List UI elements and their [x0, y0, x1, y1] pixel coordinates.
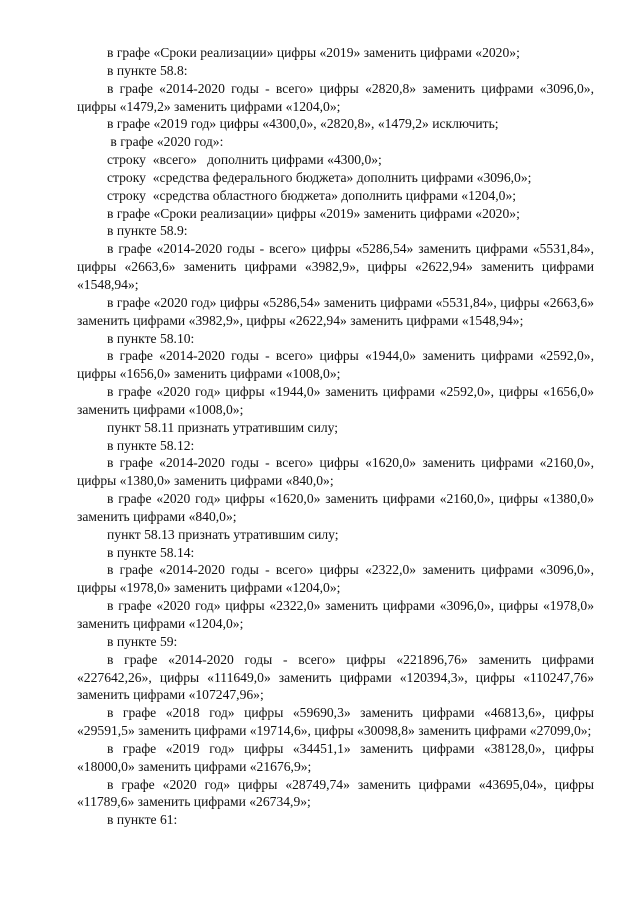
paragraph: в пункте 58.10:: [107, 330, 195, 346]
paragraph: в графе «2018 год» цифры «59690,3» заменить цифрами «46813,6», цифры «29591,5» заменить цифрами «19714,6», цифры «30098,8» заменить цифрами «27099,0»;: [77, 705, 598, 739]
paragraph: пункт 58.13 признать утратившим силу;: [107, 526, 339, 542]
paragraph: в графе «2020 год» цифры «28749,74» заменить цифрами «43695,04», цифры «11789,6» заменить цифрами «26734,9»;: [77, 776, 598, 810]
paragraph: в графе «Сроки реализации» цифры «2019» заменить цифрами «2020»;: [107, 45, 520, 60]
paragraph: строку «всего» дополнить цифрами «4300,0»;: [107, 152, 382, 168]
paragraph: в пункте 58.9:: [107, 223, 188, 239]
paragraph: в графе «2020 год» цифры «1944,0» заменить цифрами «2592,0», цифры «1656,0» заменить цифрами «1008,0»;: [77, 384, 598, 417]
paragraph: строку «средства областного бюджета» дополнить цифрами «1204,0»;: [107, 187, 517, 203]
paragraph: пункт 58.11 признать утратившим силу;: [107, 419, 339, 435]
paragraph: строку «средства федерального бюджета» дополнить цифрами «3096,0»;: [107, 169, 532, 185]
document-body: [77, 44, 598, 829]
paragraph: в графе «2020 год»:: [107, 134, 224, 150]
paragraph: в графе «2014-2020 годы - всего» цифры «2820,8» заменить цифрами «3096,0», цифры «1479,2» заменить цифрами «1204,0»;: [77, 80, 598, 114]
paragraph: в графе «Сроки реализации» цифры «2019» заменить цифрами «2020»;: [107, 205, 520, 221]
paragraph: в графе «2014-2020 годы - всего» цифры «1944,0» заменить цифрами «2592,0», цифры «1656,0» заменить цифрами «1008,0»;: [77, 348, 598, 382]
paragraph: в графе «2019 год» цифры «34451,1» заменить цифрами «38128,0», цифры «18000,0» заменить цифрами «21676,9»;: [77, 740, 598, 774]
paragraph: в графе «2020 год» цифры «1620,0» заменить цифрами «2160,0», цифры «1380,0» заменить цифрами «840,0»;: [77, 491, 598, 524]
paragraph: в графе «2020 год» цифры «5286,54» заменить цифрами «5531,84», цифры «2663,6» заменить цифрами «3982,9», цифры «2622,94» заменить цифрами «1548,94»;: [77, 294, 598, 328]
paragraph: в графе «2020 год» цифры «2322,0» заменить цифрами «3096,0», цифры «1978,0» заменить цифрами «1204,0»;: [77, 598, 598, 631]
paragraph: в пункте 61:: [107, 812, 178, 828]
paragraph: в пункте 58.12:: [107, 437, 195, 453]
paragraph: в пункте 58.14:: [107, 544, 195, 560]
paragraph: в графе «2019 год» цифры «4300,0», «2820,8», «1479,2» исключить;: [107, 116, 499, 132]
paragraph: в графе «2014-2020 годы - всего» цифры «221896,76» заменить цифрами «227642,26», цифры «111649,0» заменить цифрами «120394,3», цифры «110247,76» заменить цифрами «107247,96»;: [77, 651, 598, 703]
paragraph: в графе «2014-2020 годы - всего» цифры «5286,54» заменить цифрами «5531,84», цифры «2663,6» заменить цифрами «3982,9», цифры «2622,94» заменить цифрами «1548,94»;: [77, 241, 598, 292]
paragraph: в графе «2014-2020 годы - всего» цифры «2322,0» заменить цифрами «3096,0», цифры «1978,0» заменить цифрами «1204,0»;: [77, 562, 598, 596]
paragraph: в пункте 58.8:: [107, 62, 188, 78]
paragraph: в графе «2014-2020 годы - всего» цифры «1620,0» заменить цифрами «2160,0», цифры «1380,0» заменить цифрами «840,0»;: [77, 455, 598, 489]
paragraph: в пункте 59:: [107, 633, 178, 649]
